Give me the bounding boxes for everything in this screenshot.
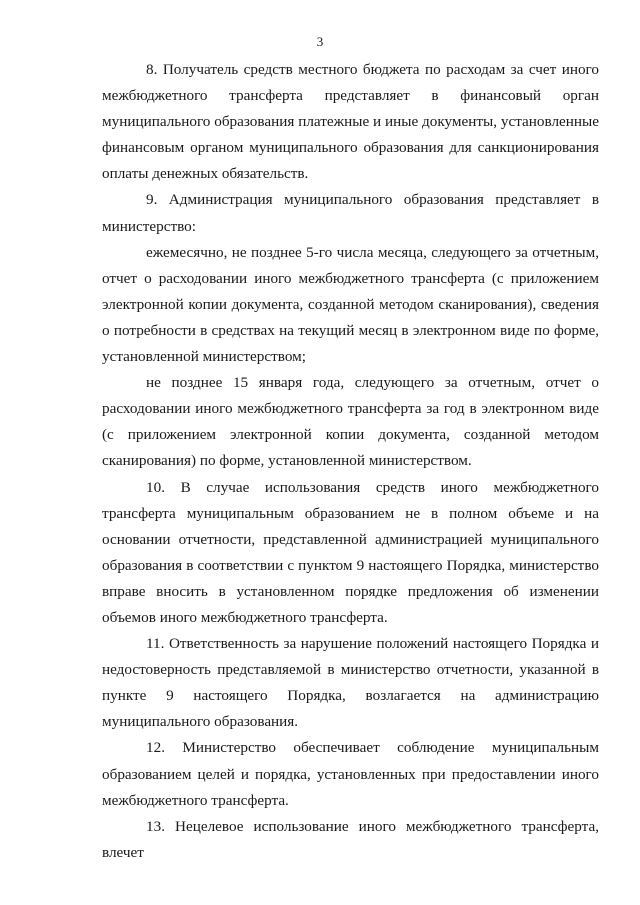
paragraph-9: 9. Администрация муниципального образования представляет в министерство: — [102, 191, 599, 235]
document-body — [102, 57, 599, 866]
paragraph-11: 11. Ответственность за нарушение положений настоящего Порядка и недостоверность представляемой в министерство отчетности, указанной в пункте 9 настоящего Порядка, возлагается на администрацию муниципального образования. — [102, 635, 599, 731]
paragraph-8: 8. Получатель средств местного бюджета по расходам за счет иного межбюджетного трансферта представляет в финансовый орган муниципального образования платежные и иные документы, установленные финансовым органом муниципального образования для санкционирования оплаты денежных обязательств. — [102, 61, 599, 183]
paragraph-9-annual: не позднее 15 января года, следующего за отчетным, отчет о расходовании иного межбюджетного трансферта за год в электронном виде (с приложением электронной копии документа, созданной методом сканирования) по форме, установленной министерством. — [102, 374, 599, 470]
paragraph-10: 10. В случае использования средств иного межбюджетного трансферта муниципальным образованием не в полном объеме и на основании отчетности, представленной администрацией муниципального образования в соответствии с пунктом 9 настоящего Порядка, министерство вправе вносить в установленном порядке предложения об изменении объемов иного межбюджетного трансферта. — [102, 478, 599, 626]
paragraph-13: 13. Нецелевое использование иного межбюджетного трансферта, влечет — [102, 817, 599, 861]
paragraph-9-monthly: ежемесячно, не позднее 5-го числа месяца, следующего за отчетным, отчет о расходовании иного межбюджетного трансферта (с приложением электронной копии документа, созданной методом сканирования), сведения о потребности в средствах на текущий месяц в электронном виде по форме, установленной министерством; — [102, 243, 599, 366]
paragraph-12: 12. Министерство обеспечивает соблюдение муниципальным образованием целей и порядка, установленных при предоставлении иного межбюджетного трансферта. — [102, 739, 599, 809]
page-number: 3 — [316, 34, 324, 49]
